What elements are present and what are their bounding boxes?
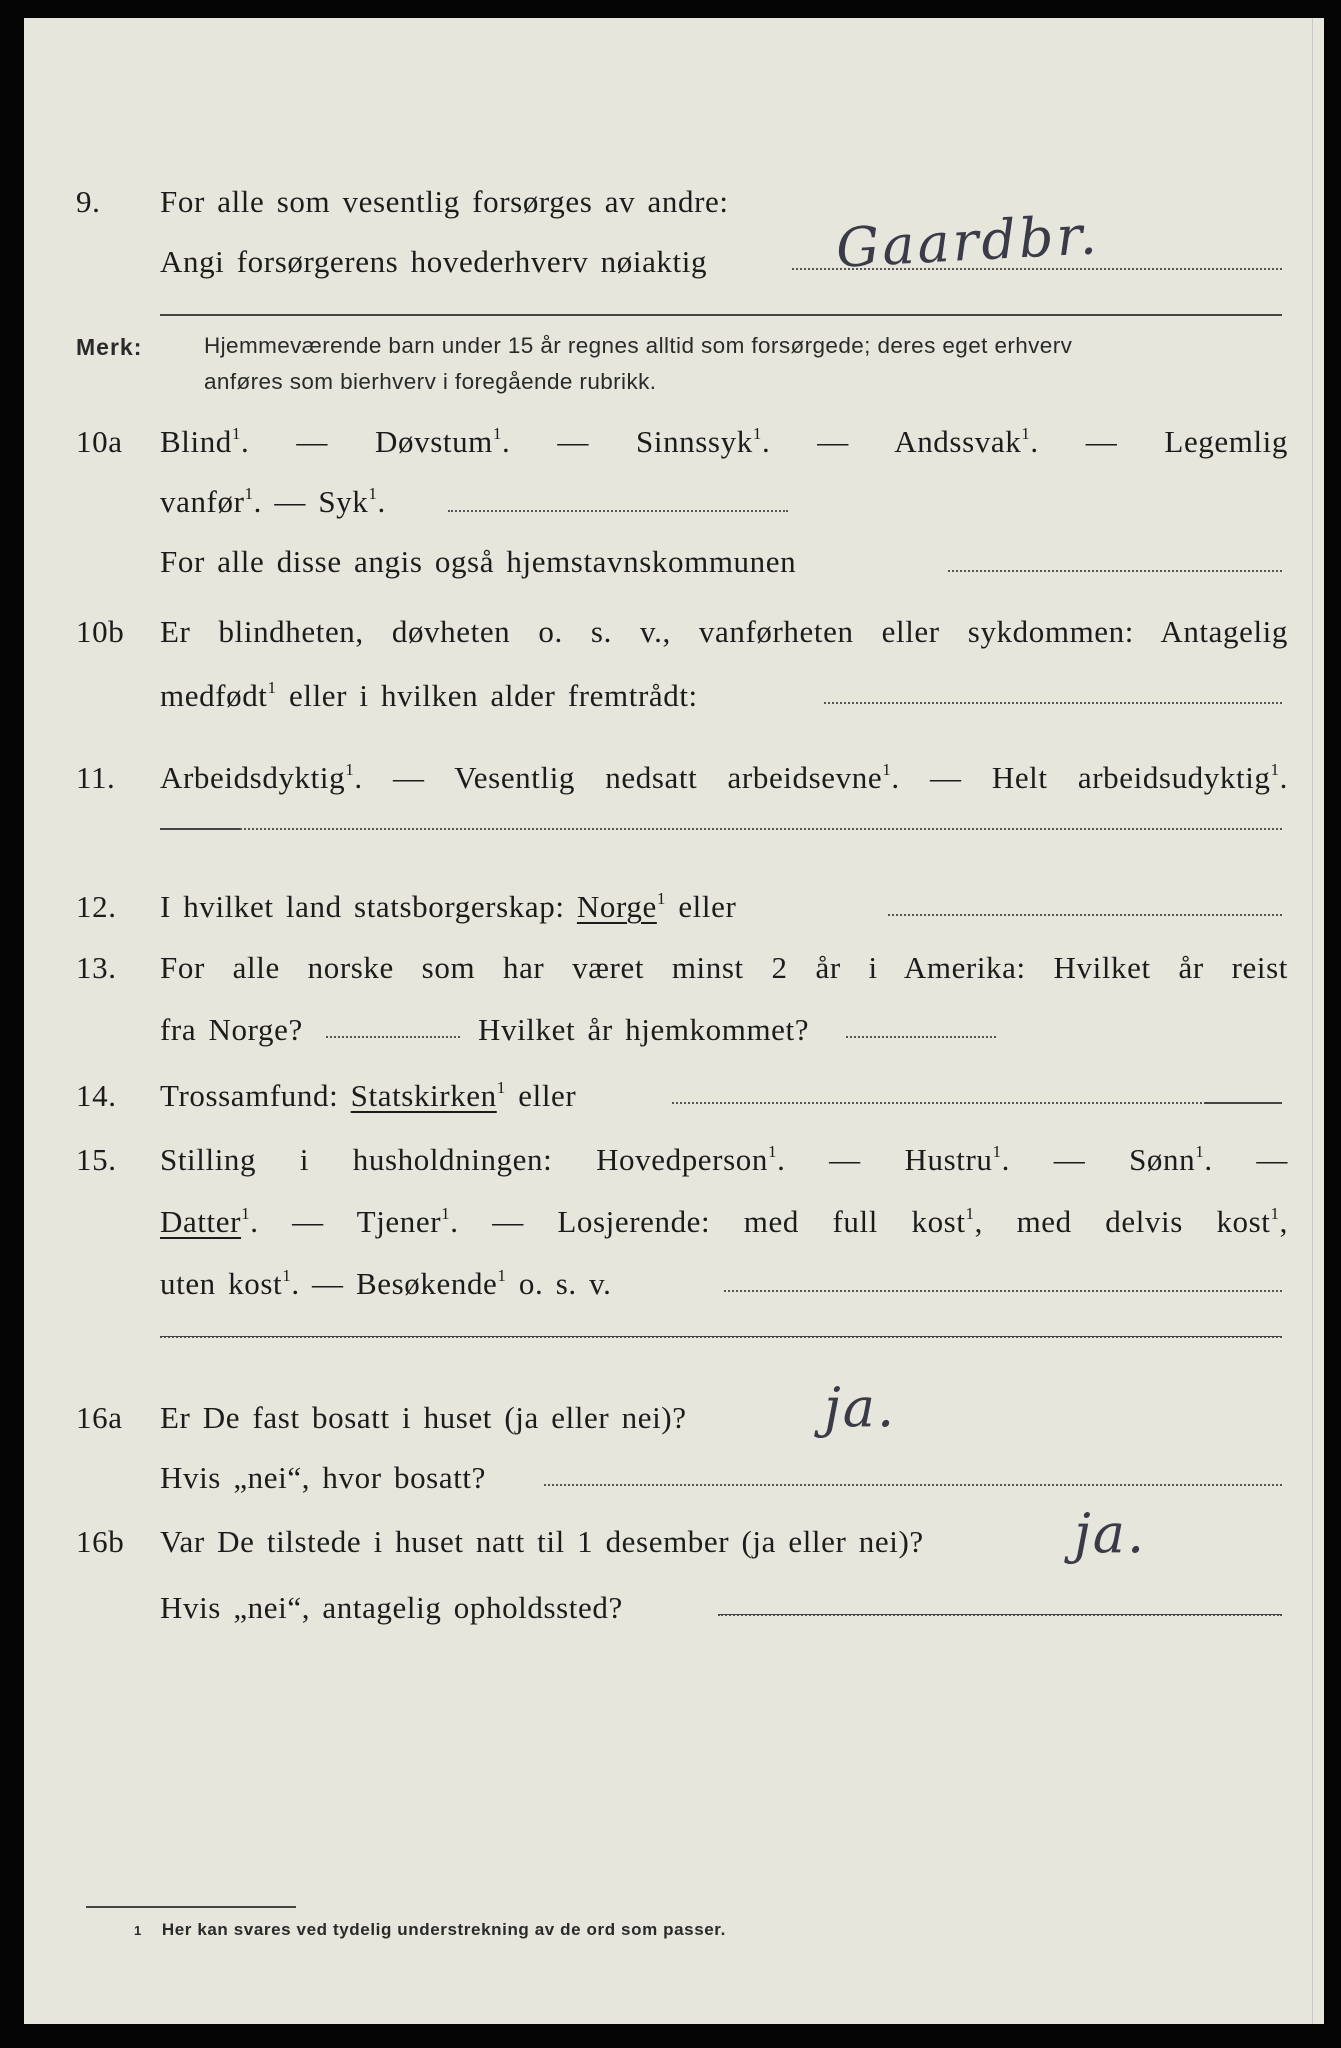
question-number: 13. bbox=[76, 950, 117, 985]
answer-dotted-line bbox=[824, 702, 1282, 704]
option-besokende: Besøkende bbox=[356, 1266, 498, 1301]
separator-line bbox=[160, 314, 1282, 316]
answer-line bbox=[718, 1614, 1282, 1615]
answer-line bbox=[160, 828, 240, 830]
option-norge-underlined: Norge bbox=[576, 889, 657, 924]
note-line-1: Hjemmeværende barn under 15 år regnes alltid som forsørgede; deres eget erhverv bbox=[204, 333, 1073, 358]
question-text: For alle norske som har været minst 2 år i Amerika: Hvilket år reist bbox=[160, 950, 1288, 985]
question-options: Blind$^1$. — Døvstum$^1$. — Sinnssyk$^1$. — Andssvak$^1$. — Legemlig bbox=[160, 424, 1288, 459]
option-legemlig: Legemlig bbox=[1164, 424, 1288, 459]
answer-dotted-line bbox=[724, 1290, 1282, 1292]
footnote-text: Her kan svares ved tydelig understrekning av de ord som passer. bbox=[161, 1920, 726, 1939]
question-16b-line-2 bbox=[24, 1586, 1324, 1630]
question-9-line-1 bbox=[24, 180, 1324, 224]
question-text: Hvis „nei“, hvor bosatt? bbox=[160, 1460, 486, 1495]
answer-dotted-line bbox=[672, 1102, 1282, 1104]
question-10a-line-1 bbox=[24, 420, 1324, 464]
option-andssvak: Andssvak bbox=[894, 424, 1022, 459]
question-text: For alle som vesentlig forsørges av andre: bbox=[160, 184, 729, 219]
question-15-line-3 bbox=[24, 1262, 1324, 1306]
footnote bbox=[134, 1920, 726, 1940]
handwritten-answer: ja. bbox=[1074, 1502, 1147, 1565]
question-16a-line-2 bbox=[24, 1456, 1324, 1500]
question-text: medfødt$^1$ eller i hvilken alder fremtrådt: bbox=[160, 678, 698, 713]
question-10b-line-2 bbox=[24, 674, 1324, 718]
question-options: Datter$^1$. — Tjener$^1$. — Losjerende: med full kost$^1$, med delvis kost$^1$, bbox=[160, 1204, 1289, 1239]
answer-dotted-line bbox=[888, 914, 1282, 916]
question-10a-line-3 bbox=[24, 540, 1324, 584]
option-blind: Blind bbox=[160, 424, 232, 459]
answer-dotted-line bbox=[240, 828, 1282, 830]
question-options: Stilling i husholdningen: Hovedperson$^1$. — Hustru$^1$. — Sønn$^1$. — bbox=[160, 1142, 1289, 1177]
option-sonn: Sønn bbox=[1129, 1142, 1196, 1177]
answer-dotted-line bbox=[948, 570, 1282, 572]
question-number: 16a bbox=[76, 1400, 123, 1435]
option-arbeidsdyktig: Arbeidsdyktig bbox=[160, 760, 346, 795]
question-number: 10b bbox=[76, 614, 125, 649]
note-line-2: anføres som bierhverv i foregående rubrikk. bbox=[204, 369, 657, 394]
question-number: 12. bbox=[76, 889, 117, 924]
option-delvis: med delvis kost bbox=[1016, 1204, 1271, 1239]
question-options: vanfør$^1$. — Syk$^1$. bbox=[160, 484, 386, 519]
option-sinnssyk: Sinnssyk bbox=[636, 424, 753, 459]
question-number: 14. bbox=[76, 1078, 117, 1113]
answer-dotted-line bbox=[448, 510, 788, 512]
footnote-mark: 1 bbox=[134, 1923, 142, 1938]
option-vanfor: vanfør bbox=[160, 484, 245, 519]
question-13-line-1 bbox=[24, 946, 1324, 990]
question-text: Hvilket år hjemkommet? bbox=[478, 1012, 810, 1047]
handwritten-answer: Gaardbr. bbox=[834, 203, 1101, 280]
question-text: Hvis „nei“, antagelig opholdssted? bbox=[160, 1590, 623, 1625]
question-12-line bbox=[24, 885, 1324, 929]
question-9-line-2 bbox=[24, 240, 1324, 284]
option-hovedperson: Hovedperson bbox=[596, 1142, 768, 1177]
question-11-line bbox=[24, 756, 1324, 800]
question-text: I hvilket land statsborgerskap: Norge$^1$ eller bbox=[160, 889, 737, 924]
answer-dotted-line bbox=[544, 1484, 1282, 1486]
footnote-separator bbox=[86, 1906, 296, 1908]
option-hustru: Hustru bbox=[904, 1142, 993, 1177]
answer-line bbox=[160, 1336, 1282, 1337]
question-text: For alle disse angis også hjemstavnskommunen bbox=[160, 544, 797, 579]
question-13-line-2 bbox=[24, 1008, 1324, 1052]
question-text: Var De tilstede i huset natt til 1 desember (ja eller nei)? bbox=[160, 1524, 924, 1559]
answer-dotted-line bbox=[846, 1036, 996, 1038]
option-nedsatt: Vesentlig nedsatt arbeidsevne bbox=[454, 760, 883, 795]
option-uten-kost: uten kost bbox=[160, 1266, 283, 1301]
question-10a-line-2 bbox=[24, 480, 1324, 524]
option-statskirken-underlined: Statskirken bbox=[350, 1078, 497, 1113]
question-number: 16b bbox=[76, 1524, 125, 1559]
handwritten-answer: ja. bbox=[824, 1376, 897, 1439]
option-syk: Syk bbox=[318, 484, 369, 519]
option-udyktig: Helt arbeidsudyktig bbox=[991, 760, 1271, 795]
answer-dotted-line bbox=[326, 1036, 460, 1038]
question-options: uten kost$^1$. — Besøkende$^1$ o. s. v. bbox=[160, 1266, 612, 1301]
question-16a-line-1 bbox=[24, 1396, 1324, 1440]
question-10b-line-1 bbox=[24, 610, 1324, 654]
question-number: 11. bbox=[76, 760, 116, 795]
question-14-line bbox=[24, 1074, 1324, 1118]
census-form-page bbox=[24, 18, 1324, 2024]
question-15-line-2 bbox=[24, 1200, 1324, 1244]
note-label: Merk: bbox=[76, 334, 143, 360]
question-number: 15. bbox=[76, 1142, 117, 1177]
option-tjener: Tjener bbox=[356, 1204, 442, 1239]
option-losjerende: Losjerende: med full kost bbox=[557, 1204, 966, 1239]
answer-line bbox=[1204, 1102, 1282, 1104]
question-text: Trossamfund: Statskirken$^1$ eller bbox=[160, 1078, 577, 1113]
question-text: Er De fast bosatt i huset (ja eller nei)? bbox=[160, 1400, 687, 1435]
question-text: Angi forsørgerens hovederhverv nøiaktig bbox=[160, 244, 708, 279]
question-number: 10a bbox=[76, 424, 123, 459]
option-dovstum: Døvstum bbox=[375, 424, 493, 459]
option-datter-underlined: Datter bbox=[160, 1204, 242, 1239]
question-options: Arbeidsdyktig$^1$. — Vesentlig nedsatt arbeidsevne$^1$. — Helt arbeidsudyktig$^1$. bbox=[160, 760, 1288, 795]
question-text: Er blindheten, døvheten o. s. v., vanførheten eller sykdommen: Antagelig bbox=[160, 614, 1288, 649]
question-15-line-1 bbox=[24, 1138, 1324, 1182]
question-text: fra Norge? bbox=[160, 1012, 303, 1047]
question-number: 9. bbox=[76, 184, 101, 219]
